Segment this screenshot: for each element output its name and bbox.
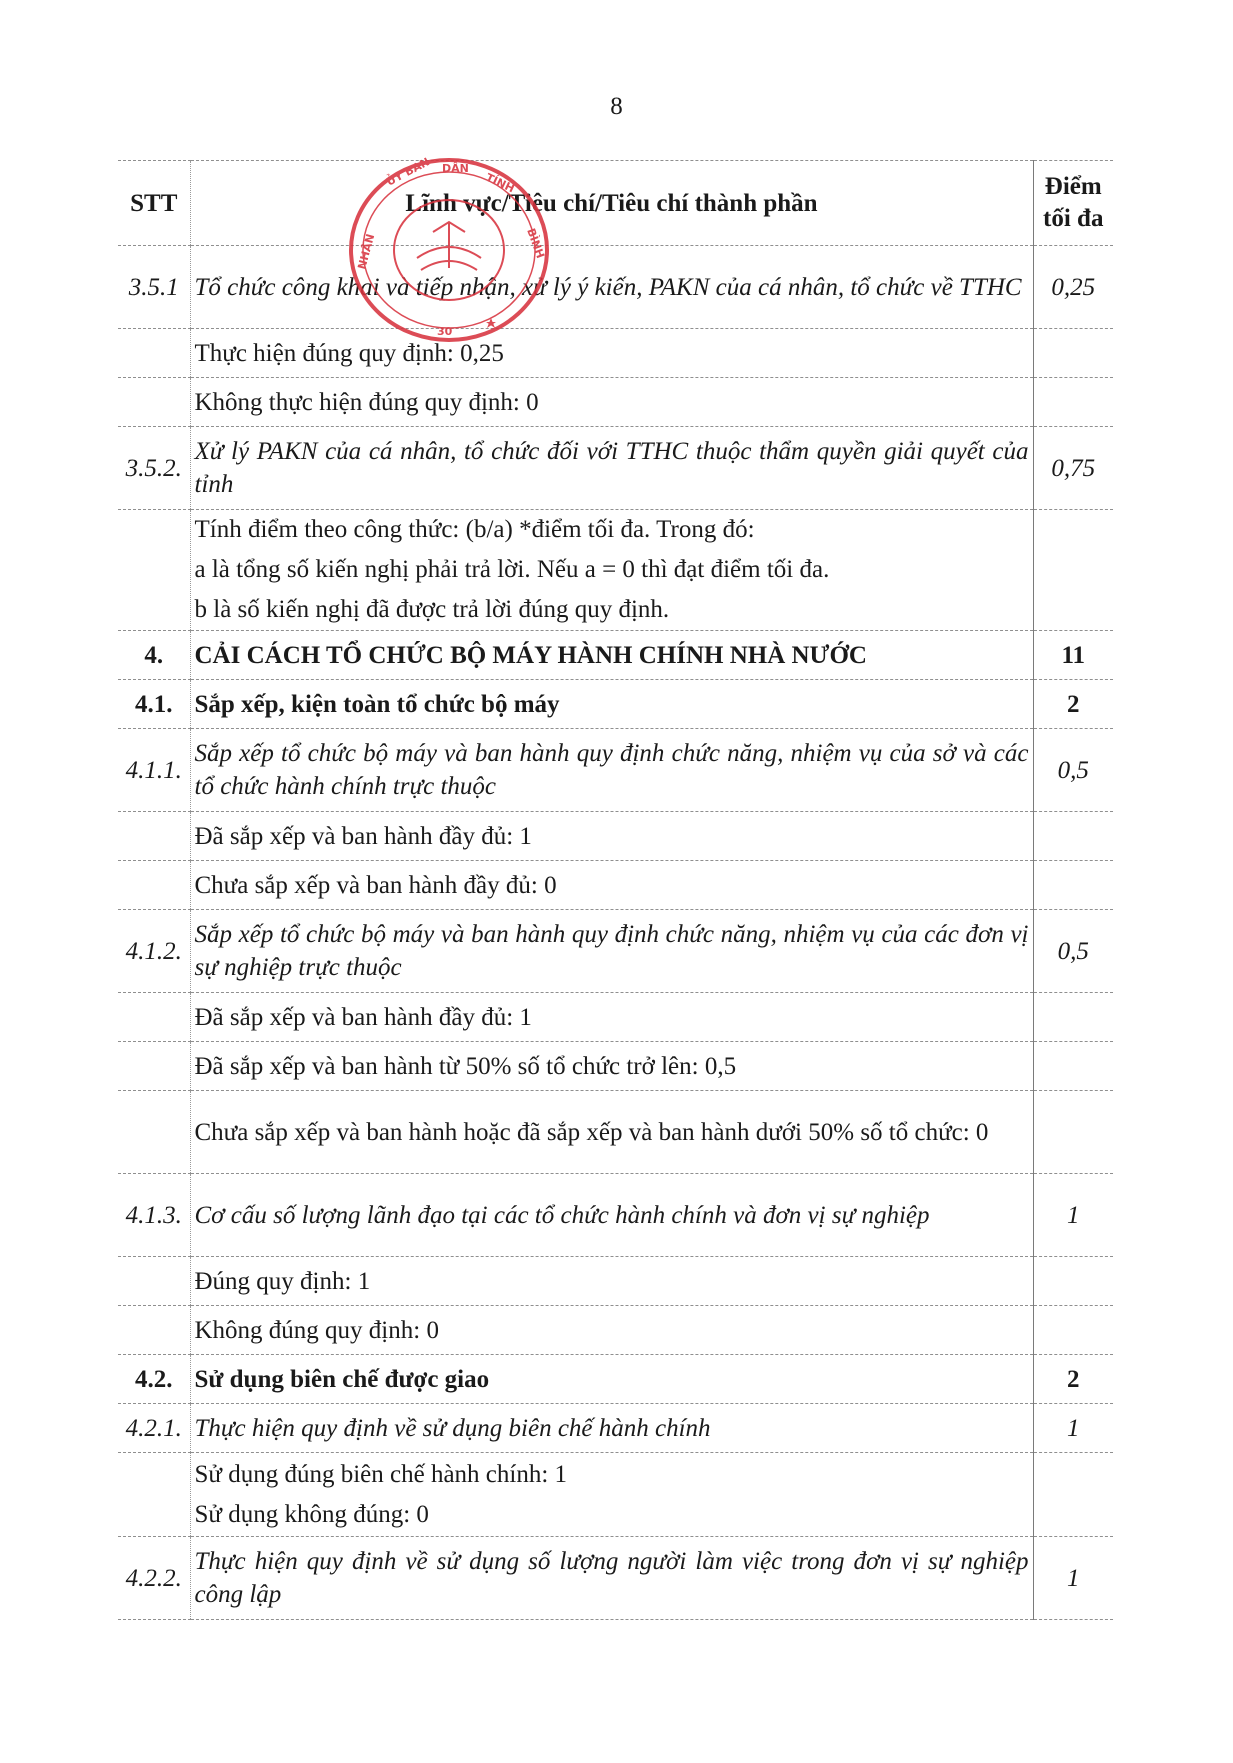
row-score: 2	[1033, 680, 1113, 729]
table-row-subsection	[118, 1355, 1113, 1404]
table-header-row	[118, 161, 1113, 246]
table-row	[118, 910, 1113, 993]
table-row	[118, 1042, 1113, 1091]
table-row	[118, 427, 1113, 510]
row-stt: 4.2.	[118, 1355, 190, 1404]
table-row	[118, 510, 1113, 631]
row-score	[1033, 329, 1113, 378]
svg-text:DÂN: DÂN	[442, 162, 469, 175]
table-row	[118, 993, 1113, 1042]
row-content: Đã sắp xếp và ban hành đầy đủ: 1	[190, 993, 1033, 1042]
row-score: 1	[1033, 1537, 1113, 1620]
row-score: 0,75	[1033, 427, 1113, 510]
row-score	[1033, 1042, 1113, 1091]
svg-text:NHÂN: NHÂN	[355, 232, 378, 271]
table-row-subsection	[118, 680, 1113, 729]
row-score	[1033, 1306, 1113, 1355]
header-score-line2: tối đa	[1043, 205, 1104, 232]
row-content: Tổ chức công khai và tiếp nhận, xử lý ý kiến, PAKN của cá nhân, tổ chức về TTHC	[190, 246, 1033, 329]
formula-line: a là tổng số kiến nghị phải trả lời. Nếu a = 0 thì đạt điểm tối đa.	[194, 556, 830, 583]
svg-text:BÌNH: BÌNH	[524, 226, 547, 261]
row-content: Thực hiện đúng quy định: 0,25	[190, 329, 1033, 378]
row-score	[1033, 861, 1113, 910]
table-row	[118, 246, 1113, 329]
row-stt	[118, 1257, 190, 1306]
svg-text:TỈNH: TỈNH	[483, 170, 517, 196]
row-score	[1033, 1091, 1113, 1174]
row-content: Sắp xếp tổ chức bộ máy và ban hành quy định chức năng, nhiệm vụ của các đơn vị sự nghiệp trực thuộc	[190, 910, 1033, 993]
table-row	[118, 729, 1113, 812]
header-score-line1: Điểm	[1044, 173, 1102, 200]
row-content: Không đúng quy định: 0	[190, 1306, 1033, 1355]
table-row	[118, 1404, 1113, 1453]
row-content: Đã sắp xếp và ban hành đầy đủ: 1	[190, 812, 1033, 861]
table-row	[118, 1257, 1113, 1306]
row-score: 0,25	[1033, 246, 1113, 329]
row-content: Chưa sắp xếp và ban hành hoặc đã sắp xếp và ban hành dưới 50% số tổ chức: 0	[190, 1091, 1033, 1174]
row-content	[190, 510, 1033, 631]
row-content: Thực hiện quy định về sử dụng số lượng người làm việc trong đơn vị sự nghiệp công lập	[190, 1537, 1033, 1620]
row-content: Thực hiện quy định về sử dụng biên chế hành chính	[190, 1404, 1033, 1453]
row-stt: 3.5.1	[118, 246, 190, 329]
row-score: 2	[1033, 1355, 1113, 1404]
row-score	[1033, 1453, 1113, 1537]
row-stt	[118, 812, 190, 861]
header-stt: STT	[118, 161, 190, 246]
row-stt	[118, 1091, 190, 1174]
row-score: 0,5	[1033, 910, 1113, 993]
criteria-table	[118, 160, 1113, 1620]
row-score	[1033, 510, 1113, 631]
rule-line: Sử dụng không đúng: 0	[194, 1500, 429, 1528]
page-number: 8	[610, 93, 623, 120]
header-content: Lĩnh vực/Tiêu chí/Tiêu chí thành phần	[190, 161, 1033, 246]
row-stt	[118, 1453, 190, 1537]
row-score	[1033, 1257, 1113, 1306]
row-score: 1	[1033, 1404, 1113, 1453]
row-stt: 3.5.2.	[118, 427, 190, 510]
row-score	[1033, 812, 1113, 861]
row-stt	[118, 861, 190, 910]
row-content: Chưa sắp xếp và ban hành đầy đủ: 0	[190, 861, 1033, 910]
row-content: Không thực hiện đúng quy định: 0	[190, 378, 1033, 427]
row-stt: 4.1.2.	[118, 910, 190, 993]
row-content: Đã sắp xếp và ban hành từ 50% số tổ chức trở lên: 0,5	[190, 1042, 1033, 1091]
row-content: Cơ cấu số lượng lãnh đạo tại các tổ chức hành chính và đơn vị sự nghiệp	[190, 1174, 1033, 1257]
table-row	[118, 1306, 1113, 1355]
row-stt: 4.2.1.	[118, 1404, 190, 1453]
row-stt: 4.	[118, 631, 190, 680]
svg-text:30: 30	[437, 325, 453, 338]
table-row	[118, 861, 1113, 910]
row-stt: 4.1.1.	[118, 729, 190, 812]
table-row	[118, 1453, 1113, 1537]
row-content: Xử lý PAKN của cá nhân, tổ chức đối với TTHC thuộc thẩm quyền giải quyết của tỉnh	[190, 427, 1033, 510]
row-stt: 4.1.3.	[118, 1174, 190, 1257]
row-content: Sắp xếp, kiện toàn tổ chức bộ máy	[190, 680, 1033, 729]
row-score: 11	[1033, 631, 1113, 680]
row-stt	[118, 1042, 190, 1091]
row-content: CẢI CÁCH TỔ CHỨC BỘ MÁY HÀNH CHÍNH NHÀ NƯỚC	[190, 631, 1033, 680]
row-content: Đúng quy định: 1	[190, 1257, 1033, 1306]
header-score	[1033, 161, 1113, 246]
row-content	[190, 1453, 1033, 1537]
table-row	[118, 378, 1113, 427]
table-row-section	[118, 631, 1113, 680]
table-row	[118, 329, 1113, 378]
table-row	[118, 1091, 1113, 1174]
row-stt: 4.2.2.	[118, 1537, 190, 1620]
table-row	[118, 1174, 1113, 1257]
row-stt: 4.1.	[118, 680, 190, 729]
row-score: 1	[1033, 1174, 1113, 1257]
row-score	[1033, 993, 1113, 1042]
table-row	[118, 1537, 1113, 1620]
row-stt	[118, 1306, 190, 1355]
row-content: Sắp xếp tổ chức bộ máy và ban hành quy định chức năng, nhiệm vụ của sở và các tổ chức hành chính trực thuộc	[190, 729, 1033, 812]
row-stt	[118, 993, 190, 1042]
svg-text:ỦY BAN: ỦY BAN	[384, 155, 432, 189]
row-content: Sử dụng biên chế được giao	[190, 1355, 1033, 1404]
formula-line: Tính điểm theo công thức: (b/a) *điểm tối đa. Trong đó:	[194, 516, 755, 543]
table-row	[118, 812, 1113, 861]
row-stt	[118, 378, 190, 427]
row-stt	[118, 329, 190, 378]
row-stt	[118, 510, 190, 631]
rule-line: Sử dụng đúng biên chế hành chính: 1	[194, 1460, 568, 1488]
formula-line: b là số kiến nghị đã được trả lời đúng quy định.	[194, 596, 670, 623]
row-score	[1033, 378, 1113, 427]
row-score: 0,5	[1033, 729, 1113, 812]
